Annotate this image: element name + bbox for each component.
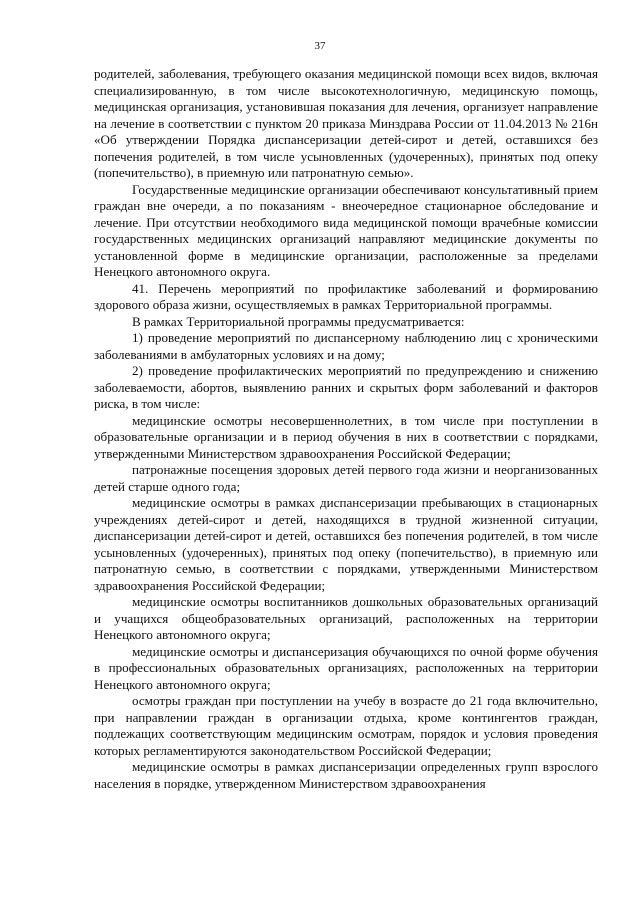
sub-item-adult-dispensarization: медицинские осмотры в рамках диспансеризации определенных групп взрослого населения в порядке, утвержденном Министерством здравоохранения <box>94 759 598 791</box>
sub-item-study-entry-examinations: осмотры граждан при поступлении на учебу в возрасте до 21 года включительно, при направлении граждан в организации отдыха, кроме контингентов граждан, подлежащих соответствующим медицинским осмотрам, порядок и условия проведения которых регламентируются законодательством Российской Федерации; <box>94 693 598 758</box>
paragraph-program-provides: В рамках Территориальной программы предусматривается: <box>132 313 465 329</box>
paragraph-consultative-reception: Государственные медицинские организации обеспечивают консультативный прием граждан вне очереди, а по показаниям - внеочередное стационарное обследование и лечение. При отсутствии необходимого вида медицинской помощи врачебные комиссии государственных медицинских организаций направляют медицинские документы по установленной форме в медицинские организации, расположенные за пределами Ненецкого автономного округа. <box>94 181 598 279</box>
sub-item-vocational-students: медицинские осмотры и диспансеризация обучающихся по очной форме обучения в профессиональных образовательных организациях, расположенных на территории Ненецкого автономного округа; <box>94 643 598 692</box>
sub-item-preschool-examinations: медицинские осмотры воспитанников дошкольных образовательных организаций и учащихся общеобразовательных организаций, расположенных на территории Ненецкого автономного округа; <box>94 594 598 642</box>
section-41-heading: 41. Перечень мероприятий по профилактике заболеваний и формированию здорового образа жизни, осуществляемых в рамках Территориальной программы. <box>94 280 598 312</box>
list-item-2: 2) проведение профилактических мероприятий по предупреждению и снижению заболеваемости, абортов, выявлению ранних и скрытых форм заболеваний и факторов риска, в том числе: <box>94 363 598 411</box>
sub-item-patronage-visits: патронажные посещения здоровых детей первого года жизни и неорганизованных детей старше одного года; <box>94 462 598 494</box>
page-number: 37 <box>314 40 326 52</box>
paragraph-continuation: родителей, заболевания, требующего оказания медицинской помощи всех видов, включая специализированную, в том числе высокотехнологичную, медицинскую помощь, медицинская организация, установившая показания для лечения, организует направление на лечение в соответствии с пунктом 20 приказа Минздрава России от 11.04.2013 № 216н «Об утверждении Порядка диспансеризации детей-сирот и детей, оставшихся без попечения родителей, в том числе усыновленных (удочеренных), принятых под опеку (попечительство), в приемную или патронатную семью». <box>94 66 598 180</box>
sub-item-minor-examinations: медицинские осмотры несовершеннолетних, в том числе при поступлении в образовательные организации и в период обучения в них в соответствии с порядками, утвержденными Министерством здравоохранения Российской Федерации; <box>94 412 598 461</box>
sub-item-orphan-examinations: медицинские осмотры в рамках диспансеризации пребывающих в стационарных учреждениях детей-сирот и детей, находящихся в трудной жизненной ситуации, диспансеризации детей-сирот и детей, оставшихся без попечения родителей, в том числе усыновленных (удочеренных), принятых под опеку (попечительство), в приемную или патронатную семью, в соответствии с порядками, утвержденными Министерством здравоохранения Российской Федерации; <box>94 495 598 593</box>
list-item-1: 1) проведение мероприятий по диспансерному наблюдению лиц с хроническими заболеваниями в амбулаторных условиях и на дому; <box>94 330 598 362</box>
document-body <box>94 66 598 792</box>
